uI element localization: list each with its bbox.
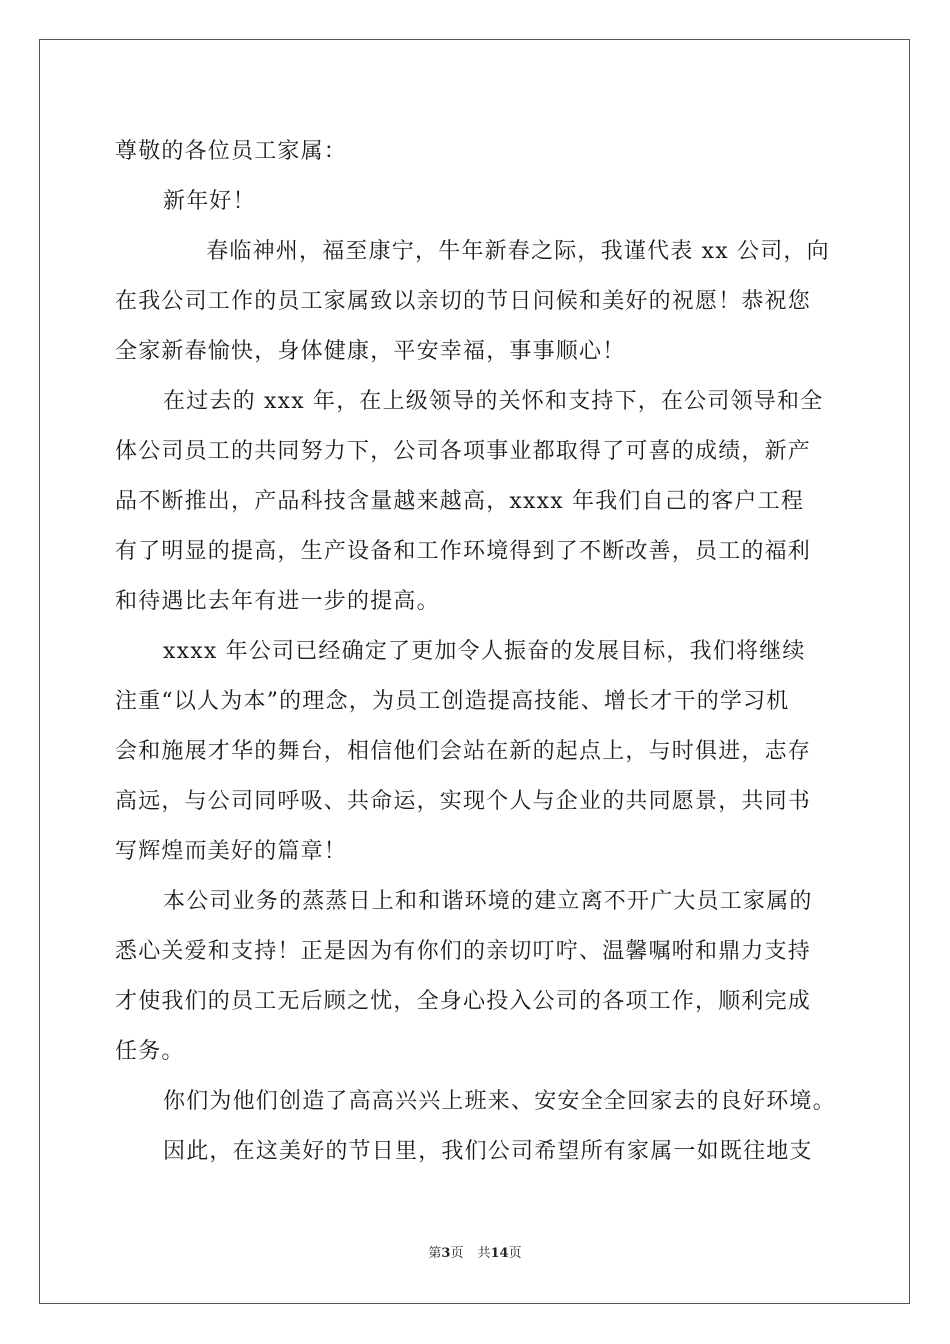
text-line: 注重“以人为本”的理念，为员工创造提高技能、增长才干的学习机 — [115, 689, 790, 714]
total-suffix: 页 — [508, 1246, 522, 1261]
text-line: xxxx 年公司已经确定了更加令人振奋的发展目标，我们将继续 — [163, 639, 806, 664]
letter-body — [115, 127, 835, 1177]
text-line: 本公司业务的蒸蒸日上和和谐环境的建立离不开广大员工家属的 — [163, 889, 813, 914]
text-line: 有了明显的提高，生产设备和工作环境得到了不断改善，员工的福利 — [115, 539, 812, 564]
total-pages: 14 — [490, 1246, 509, 1261]
text-line: 因此，在这美好的节日里，我们公司希望所有家属一如既往地支 — [163, 1139, 813, 1164]
text-line: 高远，与公司同呼吸、共命运，实现个人与企业的共同愿景，共同书 — [115, 789, 812, 814]
text-line: 全家新春愉快，身体健康，平安幸福，事事顺心！ — [115, 339, 626, 364]
text-line: 写辉煌而美好的篇章！ — [115, 839, 348, 864]
total-prefix: 共 — [477, 1246, 491, 1261]
text-line: 和待遇比去年有进一步的提高。 — [115, 589, 440, 614]
page-suffix: 页 — [450, 1246, 464, 1261]
text-line: 任务。 — [115, 1039, 185, 1064]
text-line: 品不断推出，产品科技含量越来越高，xxxx 年我们自己的客户工程 — [115, 489, 805, 514]
page-footer — [0, 1242, 950, 1261]
text-line: 才使我们的员工无后顾之忧，全身心投入公司的各项工作，顺利完成 — [115, 989, 812, 1014]
page-number: 3 — [441, 1246, 451, 1261]
text-line: 在我公司工作的员工家属致以亲切的节日问候和美好的祝愿！恭祝您 — [115, 289, 812, 314]
text-line: 新年好！ — [163, 189, 256, 214]
text-line: 在过去的 xxx 年，在上级领导的关怀和支持下，在公司领导和全 — [163, 389, 824, 414]
page-prefix: 第 — [428, 1246, 442, 1261]
text-line: 尊敬的各位员工家属： — [115, 139, 348, 164]
text-line: 春临神州，福至康宁，牛年新春之际，我谨代表 xx 公司，向 — [206, 239, 830, 264]
text-line: 会和施展才华的舞台，相信他们会站在新的起点上，与时俱进，志存 — [115, 739, 812, 764]
text-line: 你们为他们创造了高高兴兴上班来、安安全全回家去的良好环境。 — [163, 1089, 836, 1114]
text-line: 体公司员工的共同努力下，公司各项事业都取得了可喜的成绩，新产 — [115, 439, 812, 464]
text-line: 悉心关爱和支持！正是因为有你们的亲切叮咛、温馨嘱咐和鼎力支持 — [115, 939, 812, 964]
